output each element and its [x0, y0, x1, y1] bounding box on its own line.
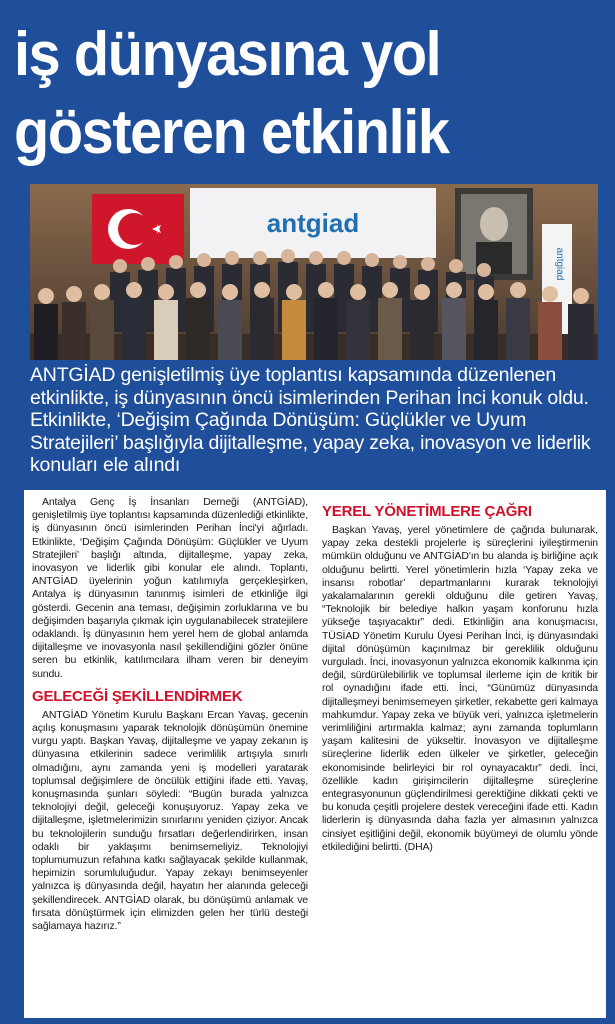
headline-line-2: gösteren etkinlik — [14, 98, 449, 167]
headline — [14, 16, 604, 172]
headline-line-1: iş dünyasına yol — [14, 20, 441, 89]
article-paragraph-1: Antalya Genç İş İnsanları Derneği (ANTGİAD), genişletilmiş üye toplantısı kapsamında düzenlediği etkinlikte, iş dünyasının öncü isimlerinden Perihan İnci'yi ağırladı. Etkinlikte, ‘Değişim Çağında Dönüşüm: Güçlükler ve Uyum Stratejileri’ başlığı altında, dijitalleşme, yapay zeka, inovasyon ve liderlik gibi konular ele alındı. Toplantı, ANTGİAD üyelerinin yoğun katılımıyla gerçekleşirken, Antalya iş dünyasının tanınmış isimleri de etkinliğe ilgi gösterdi. Gecenin ana teması, değişimin zorluklarına ve bu değişimden başarıyla çıkmak için uygulanabilecek stratejilere odaklandı. İş dünyasının hem yerel hem de global anlamda dijitalleşme ve inovasyonla nasıl şekillendiğini gözler önüne seren bu etkinlik, katılımcılara ilham veren bir deneyim sundu. — [32, 496, 308, 680]
event-photo — [30, 184, 598, 360]
group-photo-illustration — [30, 184, 598, 360]
article-column-left — [32, 496, 308, 933]
subheading-gelecegi-sekillendirmek: GELECEĞİ ŞEKİLLENDİRMEK — [32, 687, 243, 705]
subheading-yerel-yonetimlere-cagri: YEREL YÖNETİMLERE ÇAĞRI — [322, 503, 532, 520]
lead-text: ANTGİAD genişletilmiş üye toplantısı kapsamında düzenlenen etkinlikte, iş dünyasının öncü isimlerinden Perihan İnci konuk oldu. Etkinlikte, ‘Değişim Çağında Dönüşüm: Güçlükler ve Uyum Stratejileri’ başlığıyla dijitalleşme, yapay zeka, inovasyon ve liderlik konuları ele alındı — [30, 364, 591, 476]
article-paragraph-2: ANTGİAD Yönetim Kurulu Başkanı Ercan Yavaş, gecenin açılış konuşmasını yaparak teknolojik dönüşümün önemine vurgu yaptı. Başkan Yavaş, dijitalleşme ve yapay zekanın iş dünyasına etkilerinin sadece verimlilik artışıyla sınırlı olmadığını, aynı zamanda yeni iş modelleri yaratarak toplumsal değişimlere de öncülük ettiğini ifade etti. Yavaş, konuşmasında şunları söyledi: “Bugün burada yalnızca teknolojiyi değil, geleceği konuşuyoruz. Yapay zeka ve dijitalleşme, işletmelerimizin sınırlarını yeniden çiziyor. Ancak bu teknolojilerin sunduğu fırsatları değerlendirirken, insan odaklı bir yaklaşımı benimsemeliyiz. Teknolojiyi toplumumuzun refahına katkı sağlayacak şekilde kullanmak, hepimizin sorumluluğudur. Yapay zekayı benimseyenler yalnızca iş dünyasında değil, hayatın her alanında geleceği şekillendirecek. ANTGİAD olarak, bu dönüşümü anlamak ve fırsata dönüştürmek için elimizden gelen her türlü desteği sağlamaya hazırız.” — [32, 708, 308, 933]
article-body — [24, 490, 606, 1018]
rollup-logo: antgiad — [554, 247, 565, 281]
article-paragraph-3: Başkan Yavaş, yerel yönetimlere de çağrıda bulunarak, yapay zeka destekli projelerle iş süreçlerini iyileştirmenin mümkün olduğunu ve ANTGİAD'ın bu alanda iş birliğine açık olduğunu belirtti. Yerel yönetimlerin hızla ‘Yapay zeka ve insansı robotlar’ departmanlarını kurarak teknolojiyi yakalamalarının gerekli olduğunu dile getiren Yavaş, “Teknolojik bir belediye halkın yaşam konforunu hızla yükseğe taşıyacaktır” dedi. Etkinliğin ana konuşmacısı, TÜSİAD Yönetim Kurulu Üyesi Perihan İnci, iş dünyasındaki dijital dönüşümün kaçınılmaz bir gereklilik olduğunu vurguladı. İnci, inovasyonun yalnızca ekonomik kalkınma için değil, sürdürülebilirlik ve toplumsal ilerleme için de kritik bir rol oynadığını ifade etti. İnci, “Günümüz dünyasında dijitalleşmeyi benimsemeyen şirketler, rekabette geri kalmaya mahkumdur. Yapay zeka ve büyük veri, yalnızca işletmelerin verimliliğini artırmakla kalmaz; aynı zamanda toplumların yaşam kalitesini de yükseltir. İnovasyon ve dijitalleşme süreçlerine liderlik eden ülkeler ve şirketler, geleceğin ekonomisinde belirleyici bir rol oynayacaktır” dedi. İnci, özellikle kadın girişimcilerin dijitalleşme süreçlerine entegrasyonunun güçlendirilmesi gerektiğine dikkati çekti ve bu konuda çeşitli projelere destek vereceğini ifade etti. Kadın liderlerin iş dünyasında daha fazla yer almasının yalnızca cinsiyet eşitliğini değil, ekonomik büyümeyi de olumlu yönde etkilediğini belirtti. (DHA) — [322, 524, 598, 853]
lead-paragraph — [30, 364, 602, 477]
article-column-right — [322, 496, 598, 854]
banner-logo: antgiad — [266, 208, 360, 238]
turkish-flag-icon — [92, 194, 184, 264]
